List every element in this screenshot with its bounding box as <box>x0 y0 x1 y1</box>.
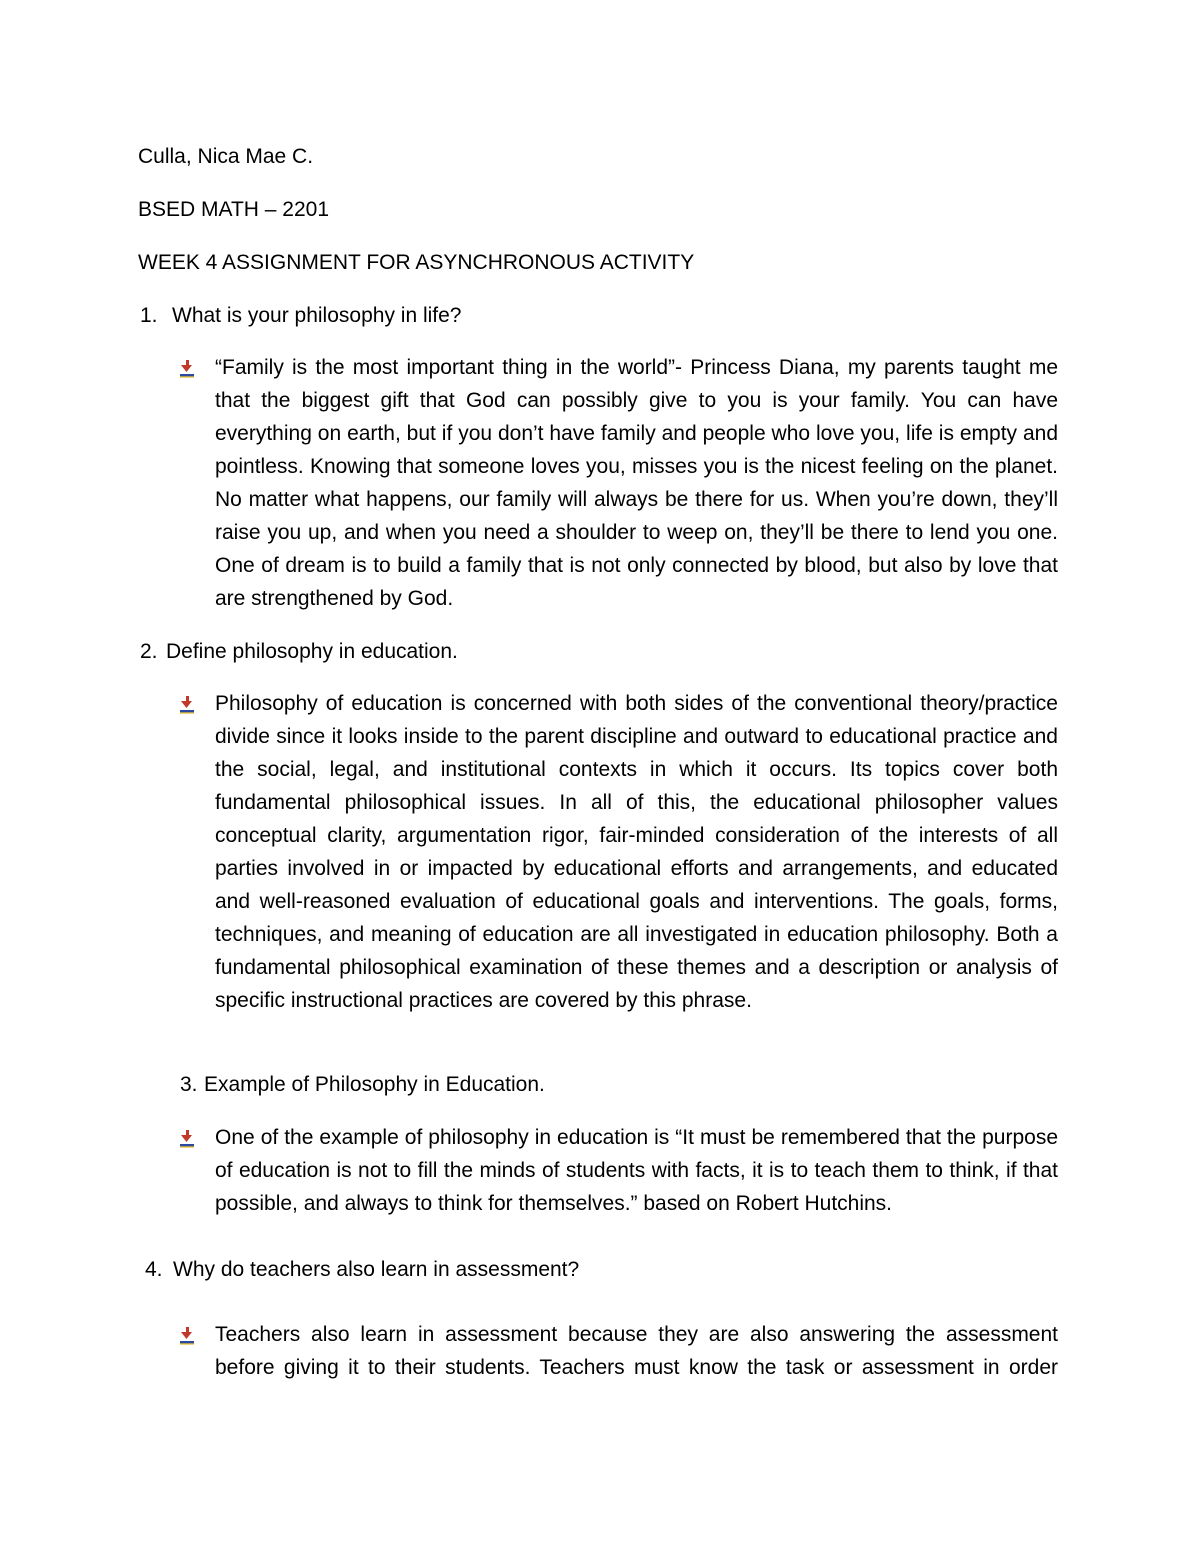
answer-2: Philosophy of education is concerned with both sides of the conventional theory/practice divide since it looks inside to the parent discipline and outward to educational practice and the social, legal, and institutional contexts in which it occurs. Its topics cover both fundamental philosophical issues. In all of this, the educational philosopher values conceptual clarity, argumentation rigor, fair-minded consideration of the interests of all parties involved in or impacted by educational efforts and arrangements, and educated and well-reasoned evaluation of educational goals and interventions. The goals, forms, techniques, and meaning of education are all investigated in education philosophy. Both a fundamental philosophical examination of these themes and a description or analysis of specific instructional practices are covered by this phrase. <box>215 692 1058 1012</box>
question-3 <box>180 1073 545 1097</box>
course-section: BSED MATH – 2201 <box>138 198 330 221</box>
student-name: Culla, Nica Mae C. <box>138 145 314 168</box>
arrow-bullet-icon <box>177 1129 197 1149</box>
question-number: 3. <box>180 1073 198 1096</box>
question-number: 2. <box>140 640 158 663</box>
question-text: Why do teachers also learn in assessment? <box>173 1258 580 1281</box>
question-number: 4. <box>145 1258 163 1281</box>
question-text: Define philosophy in education. <box>166 640 458 663</box>
arrow-bullet-icon <box>177 359 197 379</box>
question-4 <box>145 1258 579 1282</box>
arrow-bullet-icon <box>177 695 197 715</box>
assignment-title: WEEK 4 ASSIGNMENT FOR ASYNCHRONOUS ACTIVITY <box>138 251 695 274</box>
answer-1: “Family is the most important thing in the world”- Princess Diana, my parents taught me that the biggest gift that God can possibly give to you is your family. You can have everything on earth, but if you don’t have family and people who love you, life is empty and pointless. Knowing that someone loves you, misses you is the nicest feeling on the planet. No matter what happens, our family will always be there for us. When you’re down, they’ll raise you up, and when you need a shoulder to weep on, they’ll be there to lend you one. One of dream is to build a family that is not only connected by blood, but also by love that are strengthened by God. <box>215 356 1058 610</box>
question-number: 1. <box>140 304 158 327</box>
question-1 <box>140 304 461 328</box>
arrow-bullet-icon <box>177 1326 197 1346</box>
question-text: What is your philosophy in life? <box>172 304 462 327</box>
question-2 <box>140 640 458 664</box>
answer-3: One of the example of philosophy in education is “It must be remembered that the purpose of education is not to fill the minds of students with facts, it is to teach them to think, if that possible, and always to think for themselves.” based on Robert Hutchins. <box>215 1126 1058 1215</box>
question-text: Example of Philosophy in Education. <box>204 1073 545 1096</box>
answer-4: Teachers also learn in assessment because they are also answering the assessment before giving it to their students. Teachers must know the task or assessment in order <box>215 1323 1058 1379</box>
